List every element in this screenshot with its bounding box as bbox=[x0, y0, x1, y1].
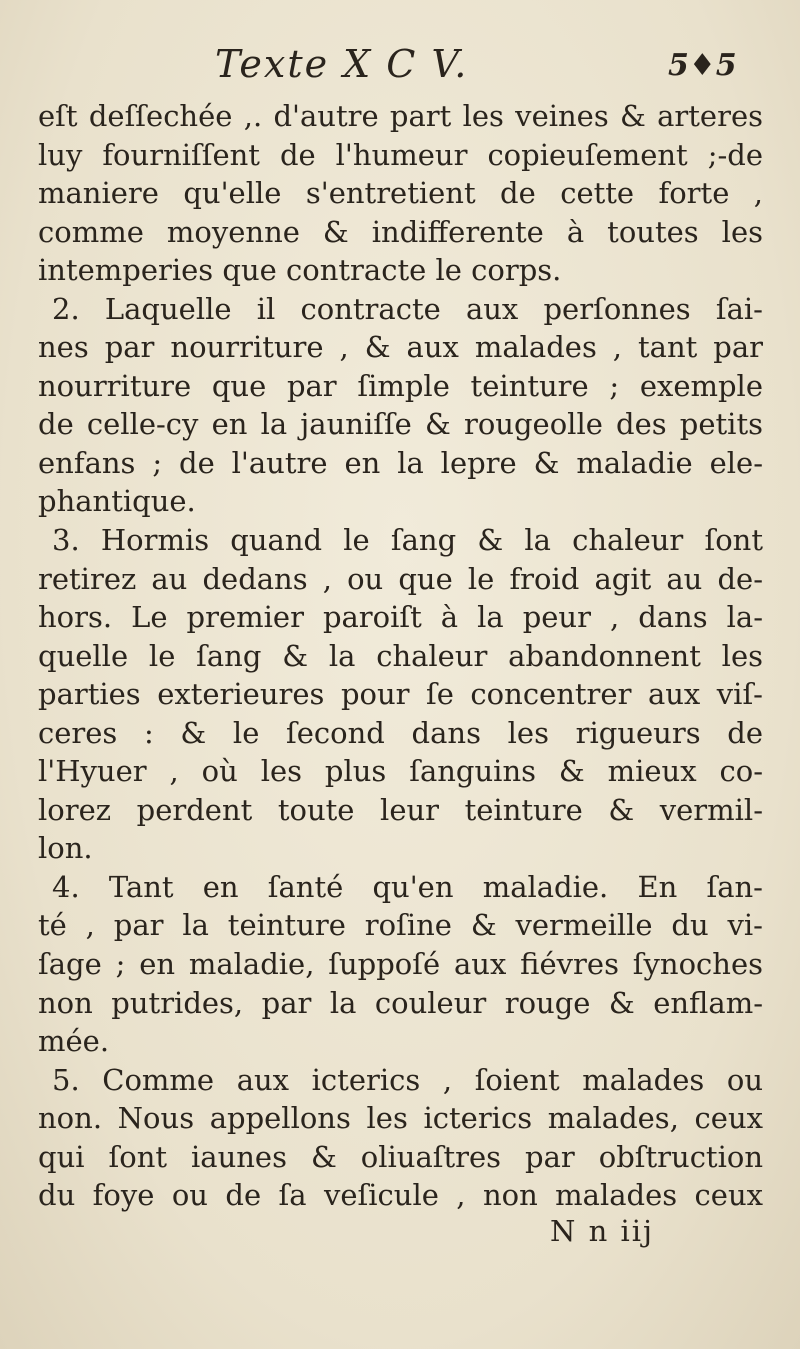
text-line: phantique. bbox=[38, 484, 196, 519]
paragraph-3-start: 3. Hormis quand le ſang & la chaleur ſont bbox=[52, 523, 763, 558]
text-line: parties exterieures pour ſe concentrer aux viſ- bbox=[38, 677, 763, 712]
running-title: Texte X C V. bbox=[215, 42, 469, 86]
text-line: retirez au dedans , ou que le froid agit au de- bbox=[38, 561, 763, 596]
text-line: nourriture que par ſimple teinture ; exemple bbox=[38, 368, 763, 403]
page-header bbox=[0, 42, 800, 92]
paragraph-5-start: 5. Comme aux icterics , ſoient malades ou bbox=[52, 1062, 763, 1097]
text-line: maniere qu'elle s'entretient de cette forte , bbox=[38, 176, 763, 211]
text-line: intemperies que contracte le corps. bbox=[38, 253, 562, 288]
text-line: qui ſont iaunes & oliuaſtres par obſtruction bbox=[38, 1139, 763, 1174]
text-line: non. Nous appellons les icterics malades, ceux bbox=[38, 1101, 763, 1136]
text-line: quelle le ſang & la chaleur abandonnent les bbox=[38, 638, 763, 673]
text-line: du foye ou de ſa veſicule , non malades ceux bbox=[38, 1178, 763, 1213]
text-line: non putrides, par la couleur rouge & enflam- bbox=[38, 985, 763, 1020]
text-line: té , par la teinture roſine & vermeille du vi- bbox=[38, 908, 763, 943]
text-line: eſt deſſechée ,. d'autre part les veines & arteres bbox=[38, 99, 763, 133]
text-line: lorez perdent toute leur teinture & vermil- bbox=[38, 792, 763, 827]
text-line: enfans ; de l'autre en la lepre & maladie ele- bbox=[38, 445, 763, 480]
text-body bbox=[38, 97, 763, 1215]
text-line: hors. Le premier paroiſt à la peur , dans la- bbox=[38, 600, 763, 635]
paragraph-2-start: 2. Laquelle il contracte aux perſonnes ſai- bbox=[52, 291, 763, 326]
text-line: l'Hyuer , où les plus ſanguins & mieux co- bbox=[38, 754, 763, 789]
text-line: ceres : & le ſecond dans les rigueurs de bbox=[38, 715, 763, 750]
text-line: lon. bbox=[38, 831, 93, 866]
text-line: mée. bbox=[38, 1024, 110, 1059]
text-line: luy fourniſſent de l'humeur copieuſement ;-de bbox=[38, 137, 763, 172]
page-number: 5♦5 bbox=[668, 48, 737, 83]
paragraph-4-start: 4. Tant en ſanté qu'en maladie. En ſan- bbox=[52, 869, 763, 904]
text-line: ſage ; en maladie, ſuppoſé aux fiévres ſynoches bbox=[38, 947, 763, 982]
text-line: nes par nourriture , & aux malades , tant par bbox=[38, 330, 763, 365]
signature-mark: N n iij bbox=[550, 1214, 655, 1248]
text-line: de celle-cy en la jauniſſe & rougeolle des petits bbox=[38, 407, 763, 442]
text-line: comme moyenne & indifferente à toutes les bbox=[38, 214, 763, 249]
